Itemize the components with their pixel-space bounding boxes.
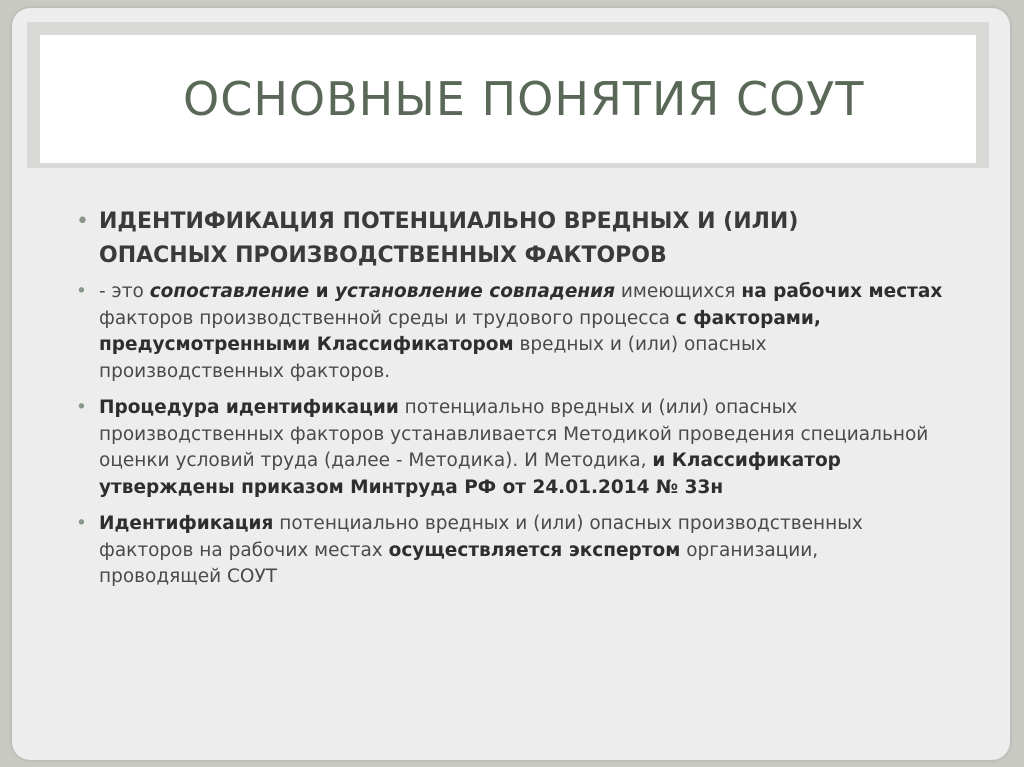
bold-order: и Классификатор утверждены приказом Минтруда РФ от 24.01.2014 № 33н xyxy=(99,450,841,498)
bold-expert: осуществляется экспертом xyxy=(388,539,681,561)
bold-procedure: Процедура идентификации xyxy=(99,397,399,418)
bold-italic-matching: установление совпадения xyxy=(334,281,616,302)
bold-italic-comparison: сопоставление xyxy=(149,281,310,302)
bold-and: и xyxy=(309,281,335,302)
text-2: имеющихся xyxy=(615,281,742,302)
text-6: потенциально вредных и (или) опасных производственных факторов на рабочих местах xyxy=(99,513,863,561)
heading-line-1: ИДЕНТИФИКАЦИЯ ПОТЕНЦИАЛЬНО ВРЕДНЫХ И (ИЛИ) xyxy=(99,209,799,234)
slide-content xyxy=(76,205,946,601)
bold-classifier-factors: с факторами, предусмотренными Классификатором xyxy=(99,307,821,355)
heading-line-2: ОПАСНЫХ ПРОИЗВОДСТВЕННЫХ ФАКТОРОВ xyxy=(99,243,667,268)
text-1: - это xyxy=(99,281,150,302)
bold-identification: Идентификация xyxy=(99,513,274,534)
slide-title: ОСНОВНЫЕ ПОНЯТИЯ СОУТ xyxy=(183,72,865,126)
procedure-bullet xyxy=(76,395,946,501)
expert-bullet xyxy=(76,511,946,591)
bold-workplaces: на рабочих местах xyxy=(741,281,943,302)
text-5: потенциально вредных и (или) опасных производственных факторов устанавливается Методикой проведения специальной оценки условий труда (далее - Методика). И Методика, xyxy=(99,397,929,471)
text-4: вредных и (или) опасных производственных факторов. xyxy=(99,334,767,382)
section-heading xyxy=(76,205,946,273)
definition-bullet xyxy=(76,279,946,385)
text-7: организации, проводящей СОУТ xyxy=(99,539,819,587)
text-3: факторов производственной среды и трудового процесса xyxy=(99,307,676,329)
